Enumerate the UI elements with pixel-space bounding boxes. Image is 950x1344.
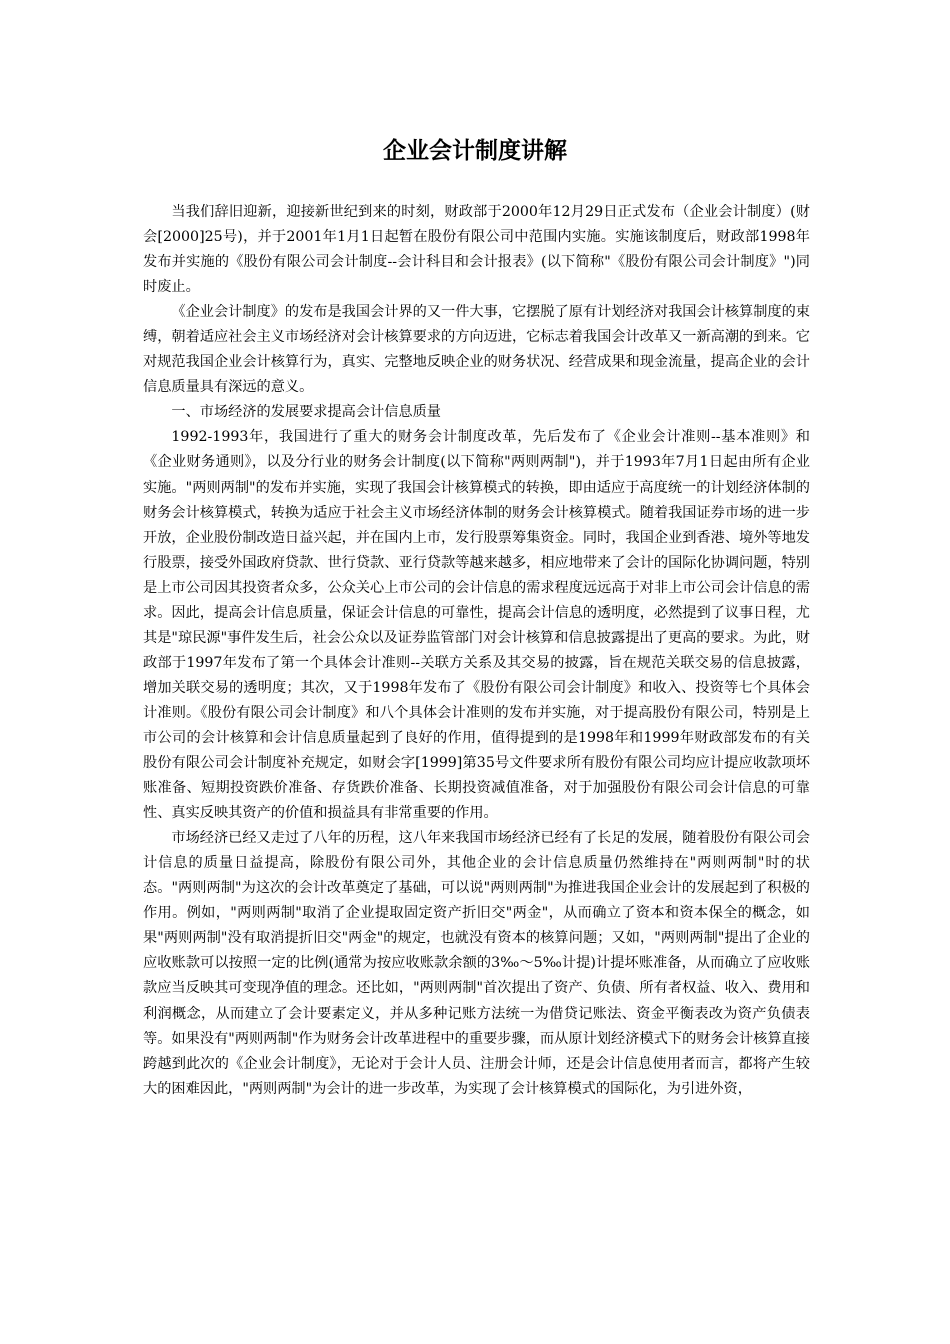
- document-title: 企业会计制度讲解: [383, 138, 567, 164]
- paragraph-history: 1992-1993年，我国进行了重大的财务会计制度改革，先后发布了《企业会计准则--基本准则》和《企业财务通则》，以及分行业的财务会计制度(以下简称"两则两制")，并于1993年7月1日起由所有企业实施。"两则两制"的发布并实施，实现了我国会计核算模式的转换，即由适应于高度统一的计划经济体制的财务会计核算模式，转换为适应于社会主义市场经济体制的财务会计核算模式。随着我国证券市场的进一步开放，企业股份制改造日益兴起，并在国内上市，发行股票筹集资金。同时，我国企业到香港、境外等地发行股票，接受外国政府贷款、世行贷款、亚行贷款等越来越多，相应地带来了会计的国际化协调问题，特别是上市公司因其投资者众多，公众关心上市公司的会计信息的需求程度远远高于对非上市公司会计信息的需求。因此，提高会计信息质量，保证会计信息的可靠性，提高会计信息的透明度，必然提到了议事日程，尤其是"琼民源"事件发生后，社会公众以及证券监管部门对会计核算和信息披露提出了更高的要求。为此，财政部于1997年发布了第一个具体会计准则--关联方关系及其交易的披露，旨在规范关联交易的信息披露，增加关联交易的透明度；其次，又于1998年发布了《股份有限公司会计制度》和收入、投资等七个具体会计准则。《股份有限公司会计制度》和八个具体会计准则的发布并实施，对于提高股份有限公司，特别是上市公司的会计核算和会计信息质量起到了良好的作用，值得提到的是1998年和1999年财政部发布的有关股份有限公司会计制度补充规定，如财会字[1999]第35号文件要求所有股份有限公司均应计提应收款项坏账准备、短期投资跌价准备、存货跌价准备、长期投资减值准备，对于加强股份有限公司会计信息的可靠性、真实反映其资产的价值和损益具有非常重要的作用。: [143, 429, 810, 822]
- document-body: [143, 200, 810, 1102]
- paragraph-intro: 当我们辞旧迎新，迎接新世纪到来的时刻，财政部于2000年12月29日正式发布（企业会计制度）(财会[2000]25号)，并于2001年1月1日起暂在股份有限公司中范围内实施。实施该制度后，财政部1998年发布并实施的《股份有限公司会计制度--会计科目和会计报表》(以下简称"《股份有限公司会计制度》")同时废止。: [143, 204, 810, 296]
- paragraph-significance: 《企业会计制度》的发布是我国会计界的又一件大事，它摆脱了原有计划经济对我国会计核算制度的束缚，朝着适应社会主义市场经济对会计核算要求的方向迈进，它标志着我国会计改革又一新高潮的到来。它对规范我国企业会计核算行为，真实、完整地反映企业的财务状况、经营成果和现金流量，提高企业的会计信息质量具有深远的意义。: [143, 304, 810, 396]
- section-heading-1: 一、市场经济的发展要求提高会计信息质量: [171, 404, 441, 421]
- paragraph-market-economy: 市场经济已经又走过了八年的历程，这八年来我国市场经济已经有了长足的发展，随着股份有限公司会计信息的质量日益提高，除股份有限公司外，其他企业的会计信息质量仍然维持在"两则两制"时的状态。"两则两制"为这次的会计改革奠定了基础，可以说"两则两制"为推进我国企业会计的发展起到了积极的作用。例如，"两则两制"取消了企业提取固定资产折旧交"两金"，从而确立了资本和资本保全的概念，如果"两则两制"没有取消提折旧交"两金"的规定，也就没有资本的核算问题；又如，"两则两制"提出了企业的应收账款可以按照一定的比例(通常为按应收账款余额的3‰～5‰计提)计提坏账准备，从而确立了应收账款应当反映其可变现净值的理念。还比如，"两则两制"首次提出了资产、负债、所有者权益、收入、费用和利润概念，从而建立了会计要素定义，并从多种记账方法统一为借贷记账法、资金平衡表改为资产负债表等。如果没有"两则两制"作为财务会计改革进程中的重要步骤，而从原计划经济模式下的财务会计核算直接跨越到此次的《企业会计制度》，无论对于会计人员、注册会计师，还是会计信息使用者而言，都将产生较大的困难因此，"两则两制"为会计的进一步改革，为实现了会计核算模式的国际化，为引进外资，: [143, 830, 810, 1097]
